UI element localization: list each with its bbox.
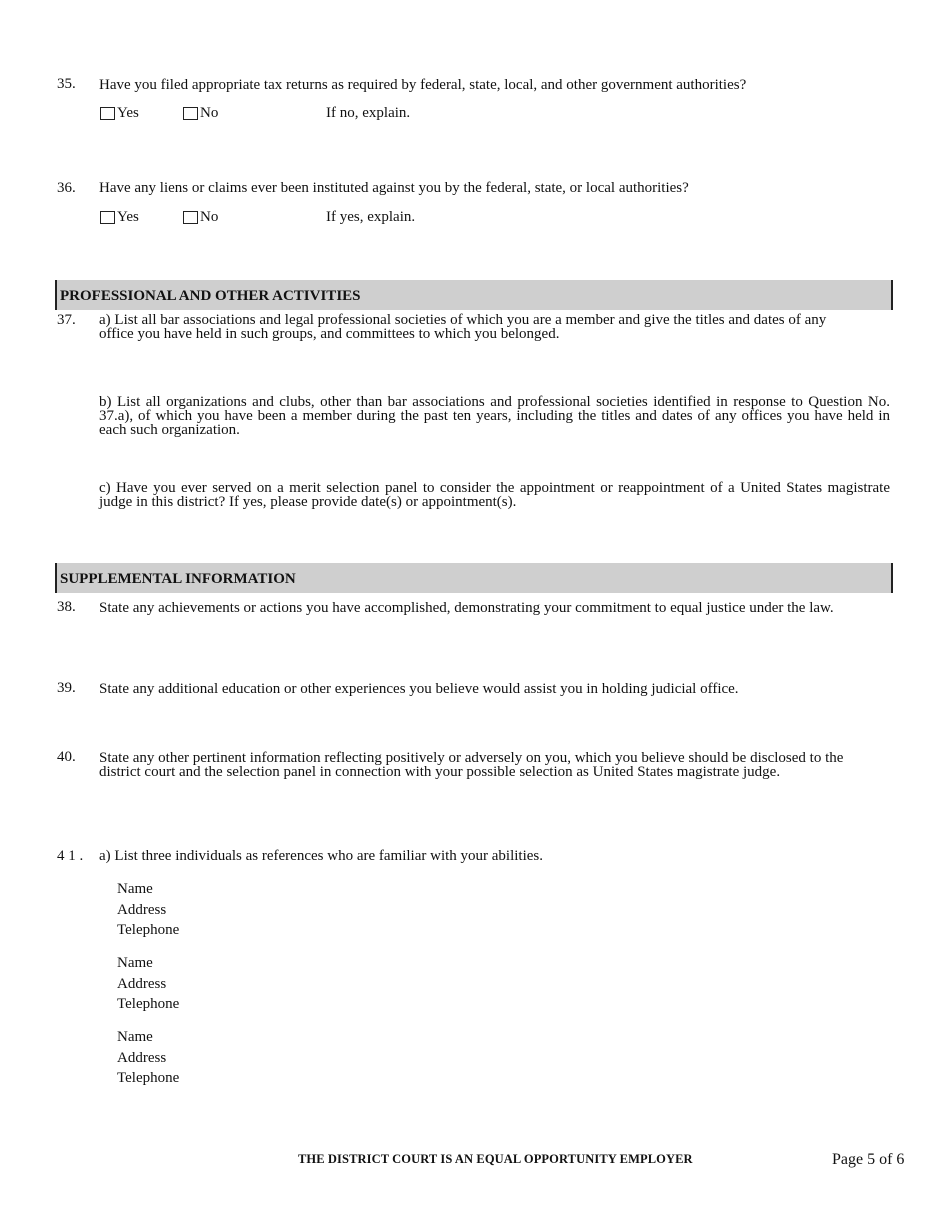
question-number: 36. — [57, 180, 76, 196]
reference-block — [117, 953, 179, 1015]
q36-yes-checkbox[interactable] — [100, 209, 139, 226]
reference-telephone-label: Telephone — [117, 996, 180, 1013]
question-text: Have any liens or claims ever been instituted against you by the federal, state, or local authorities? — [99, 180, 689, 196]
reference-address-label: Address — [117, 975, 167, 992]
checkbox-label: Yes — [117, 209, 139, 225]
question-37-b: b) List all organizations and clubs, other than bar associations and professional societies identified in response to Question No. 37.a), of which you have been a member during the past ten years, including the titles and dates of any offices you have held in each such organization. — [99, 394, 890, 438]
question-text: Have you filed appropriate tax returns as required by federal, state, local, and other government authorities? — [99, 77, 747, 93]
q35-yes-checkbox[interactable] — [100, 105, 139, 122]
question-number: 35. — [57, 76, 76, 92]
checkbox-box[interactable] — [100, 211, 115, 224]
question-text: a) List three individuals as references who are familiar with your abilities. — [99, 848, 544, 864]
checkbox-box[interactable] — [100, 107, 115, 120]
question-number: 39. — [57, 680, 76, 696]
question-number: 40. — [57, 749, 76, 765]
reference-address-label: Address — [117, 901, 167, 918]
question-number: 37. — [57, 312, 76, 328]
reference-name-label: Name — [117, 955, 153, 971]
page-number: Page 5 of 6 — [832, 1151, 905, 1168]
reference-telephone-label: Telephone — [117, 1070, 180, 1087]
checkbox-box[interactable] — [183, 211, 198, 224]
checkbox-label: No — [200, 209, 219, 225]
reference-address-label: Address — [117, 1049, 167, 1066]
checkbox-label: Yes — [117, 105, 139, 121]
section-header-supplemental: SUPPLEMENTAL INFORMATION — [55, 563, 893, 593]
explain-prompt: If yes, explain. — [326, 209, 416, 225]
reference-telephone-label: Telephone — [117, 922, 180, 939]
question-text: State any additional education or other experiences you believe would assist you in holding judicial office. — [99, 681, 739, 697]
question-37-c: c) Have you ever served on a merit selection panel to consider the appointment or reappointment of a United States magistrate judge in this district? If yes, please provide date(s) or appointment(s). — [99, 480, 890, 510]
section-header-professional: PROFESSIONAL AND OTHER ACTIVITIES — [55, 280, 893, 310]
reference-block — [117, 1027, 179, 1089]
explain-prompt: If no, explain. — [326, 105, 411, 121]
checkbox-box[interactable] — [183, 107, 198, 120]
reference-name-label: Name — [117, 1029, 153, 1045]
question-text: State any achievements or actions you have accomplished, demonstrating your commitment to equal justice under the law. — [99, 600, 834, 616]
footer-notice: THE DISTRICT COURT IS AN EQUAL OPPORTUNITY EMPLOYER — [298, 1152, 693, 1166]
q36-no-checkbox[interactable] — [183, 209, 218, 226]
checkbox-label: No — [200, 105, 219, 121]
q35-no-checkbox[interactable] — [183, 105, 218, 122]
reference-block — [117, 879, 179, 941]
question-number: 4 1 . — [57, 848, 84, 864]
question-37-a: a) List all bar associations and legal professional societies of which you are a member and give the titles and dates of any office you have held in such groups, and committees to which you belonged. — [99, 312, 827, 342]
question-text: State any other pertinent information reflecting positively or adversely on you, which you believe should be disclosed to the district court and the selection panel in connection with your possible selection as United States magistrate judge. — [99, 750, 844, 780]
reference-name-label: Name — [117, 881, 153, 897]
question-number: 38. — [57, 599, 76, 615]
